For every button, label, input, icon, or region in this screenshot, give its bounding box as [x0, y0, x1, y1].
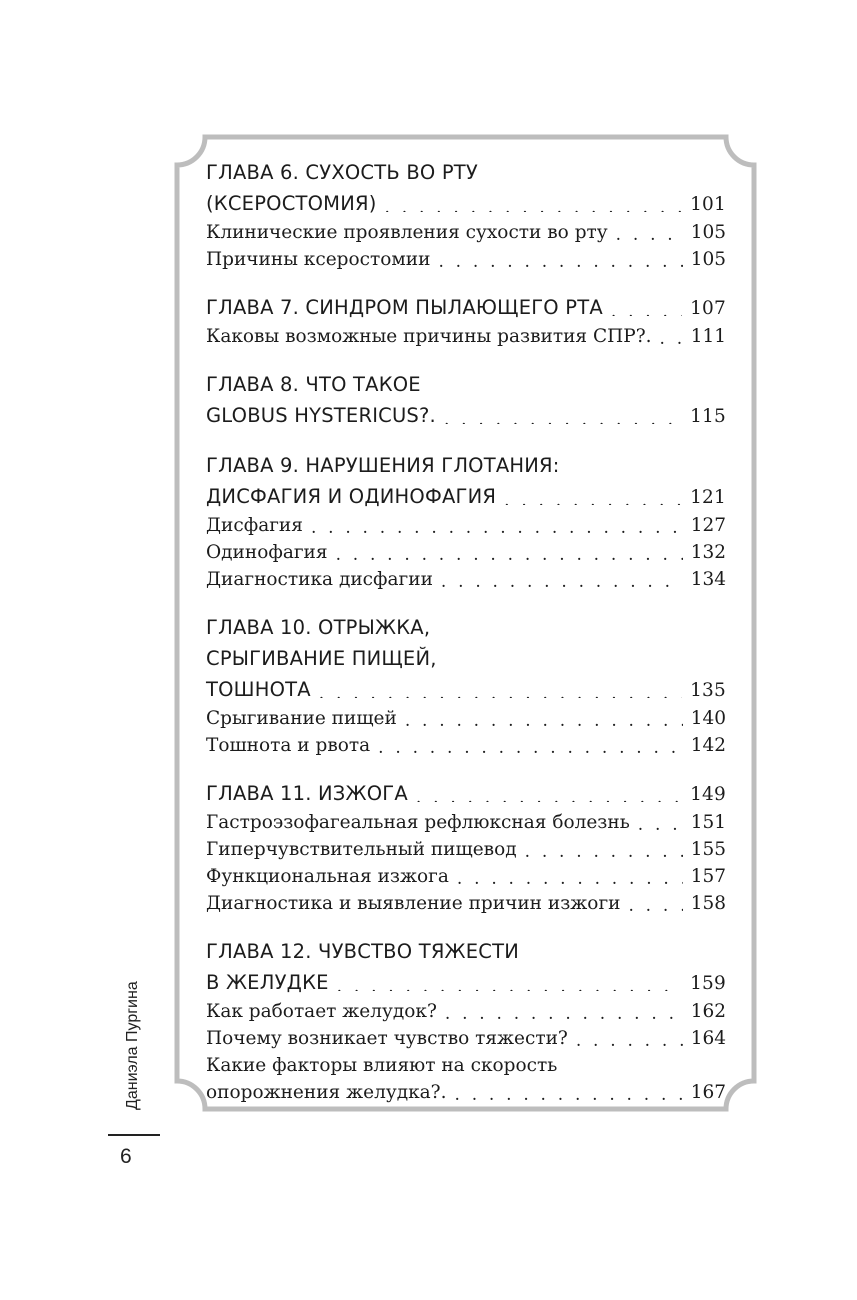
section-title: Тошнота и рвота — [206, 735, 371, 756]
chapter-title: ГЛАВА 8. ЧТО ТАКОЕ — [206, 373, 421, 396]
section-page-number: 134 — [690, 569, 726, 590]
dot-leader — [576, 1028, 683, 1047]
section-line — [206, 998, 726, 1025]
chapter-title: В ЖЕЛУДКЕ — [206, 971, 329, 994]
section-title: Как работает желудок? — [206, 1001, 437, 1022]
section-line — [206, 890, 726, 917]
section-title: опорожнения желудка?. — [206, 1082, 447, 1103]
section-line — [206, 246, 726, 273]
dot-leader — [385, 193, 683, 213]
section-page-number: 164 — [690, 1028, 726, 1049]
dot-leader — [525, 839, 683, 858]
section-line — [206, 219, 726, 246]
section-page-number: 162 — [690, 1001, 726, 1022]
dot-leader — [405, 708, 683, 727]
dot-leader — [319, 679, 682, 699]
chapter-page-number: 159 — [690, 973, 726, 994]
chapter-title-line — [206, 400, 726, 431]
chapter-page-number: 107 — [690, 298, 726, 319]
dot-leader — [378, 735, 683, 754]
dot-leader — [616, 222, 683, 241]
section-title: Гиперчувствительный пищевод — [206, 839, 517, 860]
section-title: Клинические проявления сухости во рту — [206, 222, 608, 243]
dot-leader — [444, 405, 682, 425]
section-title: Функциональная изжога — [206, 866, 449, 887]
section-page-number: 111 — [690, 326, 726, 347]
toc-chapter — [206, 157, 726, 273]
page-number-rule — [108, 1134, 160, 1136]
chapter-title-line — [206, 481, 726, 512]
toc-chapter — [206, 612, 726, 759]
dot-leader — [311, 515, 683, 534]
chapter-title: ГЛАВА 11. ИЗЖОГА — [206, 782, 408, 805]
dot-leader — [660, 326, 683, 345]
section-page-number: 140 — [690, 708, 726, 729]
section-line — [206, 1079, 726, 1106]
toc-chapter — [206, 292, 726, 350]
section-line — [206, 323, 726, 350]
section-title: Гастроэзофагеальная рефлюксная болезнь — [206, 812, 630, 833]
chapter-title: ТОШНОТА — [206, 678, 311, 701]
chapter-title-line — [206, 612, 726, 643]
section-title: Почему возникает чувство тяжести? — [206, 1028, 568, 1049]
chapter-title-line — [206, 292, 726, 323]
section-title: Каковы возможные причины развития СПР?. — [206, 326, 652, 347]
toc-chapter — [206, 450, 726, 593]
dot-leader — [638, 812, 683, 831]
section-line — [206, 732, 726, 759]
section-line — [206, 863, 726, 890]
dot-leader — [504, 486, 682, 506]
chapter-title-line — [206, 936, 726, 967]
section-page-number: 155 — [690, 839, 726, 860]
chapter-title: ДИСФАГИЯ И ОДИНОФАГИЯ — [206, 485, 497, 508]
section-page-number: 158 — [690, 893, 726, 914]
chapter-title: ГЛАВА 12. ЧУВСТВО ТЯЖЕСТИ — [206, 940, 520, 963]
author-name: Даниэла Пургина — [124, 981, 141, 1110]
section-title: Причины ксеростомии — [206, 249, 431, 270]
section-title: Одинофагия — [206, 542, 328, 563]
chapter-title-line — [206, 643, 726, 674]
section-title: Срыгивание пищей — [206, 708, 397, 729]
chapter-title-line — [206, 369, 726, 400]
section-title: Диагностика дисфагии — [206, 569, 433, 590]
dot-leader — [611, 297, 682, 317]
page-number: 6 — [120, 1145, 132, 1168]
toc-chapter — [206, 369, 726, 431]
chapter-title: (КСЕРОСТОМИЯ) — [206, 192, 377, 215]
section-page-number: 157 — [690, 866, 726, 887]
section-page-number: 167 — [690, 1082, 726, 1103]
dot-leader — [336, 542, 683, 561]
chapter-page-number: 121 — [690, 487, 726, 508]
section-line — [206, 705, 726, 732]
section-title: Какие факторы влияют на скорость — [206, 1055, 558, 1076]
section-line — [206, 539, 726, 566]
section-line — [206, 1052, 726, 1079]
chapter-page-number: 115 — [690, 406, 726, 427]
chapter-title: ГЛАВА 9. НАРУШЕНИЯ ГЛОТАНИЯ: — [206, 454, 560, 477]
section-title: Дисфагия — [206, 515, 303, 536]
chapter-title: ГЛАВА 6. СУХОСТЬ ВО РТУ — [206, 161, 479, 184]
section-line — [206, 566, 726, 593]
section-line — [206, 809, 726, 836]
chapter-page-number: 135 — [690, 680, 726, 701]
chapter-title: ГЛАВА 10. ОТРЫЖКА, — [206, 616, 431, 639]
section-page-number: 142 — [690, 735, 726, 756]
section-line — [206, 836, 726, 863]
chapter-title-line — [206, 674, 726, 705]
chapter-title: СРЫГИВАНИЕ ПИЩЕЙ, — [206, 647, 437, 670]
dot-leader — [445, 1001, 683, 1020]
dot-leader — [457, 866, 683, 885]
chapter-title-line — [206, 188, 726, 219]
chapter-title-line — [206, 157, 726, 188]
dot-leader — [337, 972, 682, 992]
section-line — [206, 512, 726, 539]
section-page-number: 132 — [690, 542, 726, 563]
chapter-title-line — [206, 778, 726, 809]
section-page-number: 127 — [690, 515, 726, 536]
dot-leader — [628, 893, 682, 912]
dot-leader — [438, 249, 682, 268]
chapter-title-line — [206, 967, 726, 998]
toc-chapter — [206, 778, 726, 917]
chapter-title: ГЛАВА 7. СИНДРОМ ПЫЛАЮЩЕГО РТА — [206, 296, 603, 319]
dot-leader — [441, 569, 683, 588]
chapter-title-line — [206, 450, 726, 481]
section-title: Диагностика и выявление причин изжоги — [206, 893, 621, 914]
chapter-page-number: 149 — [690, 784, 726, 805]
section-page-number: 105 — [690, 249, 726, 270]
chapter-page-number: 101 — [690, 194, 726, 215]
section-page-number: 151 — [690, 812, 726, 833]
dot-leader — [416, 783, 682, 803]
dot-leader — [454, 1082, 682, 1101]
toc-chapter — [206, 936, 726, 1106]
section-line — [206, 1025, 726, 1052]
table-of-contents — [206, 157, 726, 1106]
section-page-number: 105 — [690, 222, 726, 243]
chapter-title: GLOBUS HYSTERICUS?. — [206, 404, 436, 427]
